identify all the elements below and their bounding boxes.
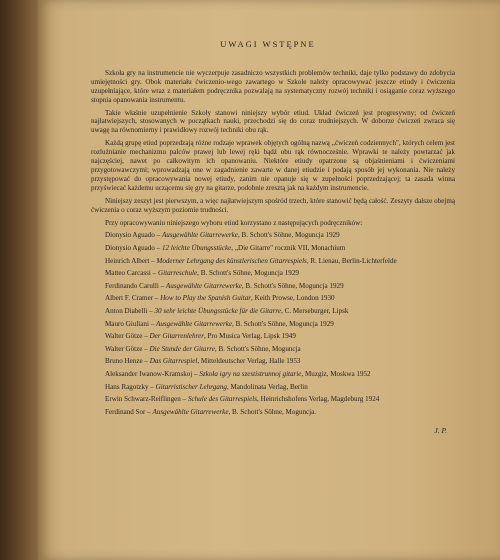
reference-work: 12 leichte Übungsstücke — [161, 244, 232, 252]
reference-details: , Heinrichshofens Verlag, Magdeburg 1924 — [257, 395, 380, 404]
paragraph-5: Przy opracowywaniu niniejszego wyboru etiud korzystano z następujących podręczników: — [105, 218, 363, 227]
reference-author: Dionysio Aguado — [105, 231, 155, 240]
paragraph-1: Szkoła gry na instrumencie nie wyczerpuje zasadniczo wszystkich problemów techniki, daje tylko podstawy do zdobycia umiejętności gry. Obok materiału ćwiczenio-wego zawartego w Szkole należy opracowywać jeszcze etiudy i ćwiczenia uzupełniające, które wraz z materiałem podręcznika pozwalają na systematyczny rozwój techniki i osiąganie coraz wyższego stopnia opanowania instrumentu. — [91, 68, 455, 104]
paragraph-4: Niniejszy zeszyt jest pierwszym, a więc najłatwiejszym spośród trzech, które stanowić będą całość. Zeszyty dalsze obejmą ćwiczenia o coraz wyższym poziomie trudności. — [91, 196, 455, 214]
reference-item: Bruno Henze – Das Gitarrespiel, Mitteldeutscher Verlag, Halle 1953 — [105, 357, 301, 366]
reference-details: , B. Schott's Söhne, Moguncja 1929 — [232, 319, 334, 328]
signature: J. P. — [434, 425, 447, 435]
book-binding-edge — [0, 0, 38, 560]
reference-item: Erwin Schwarz-Reiflingen – Schule des Gitarrespiels, Heinrichshofens Verlag, Magdeburg 1924 — [105, 395, 380, 404]
reference-item: Walter Götze – Der Gitarrenlehrer, Pro Musica Verlag, Lipsk 1949 — [105, 332, 296, 341]
reference-item: Matteo Carcassi – Gitarreschule, B. Schott's Söhne, Moguncja 1929 — [105, 269, 299, 278]
reference-details: , B. Schott's Söhne, Moguncja 1929 — [237, 231, 340, 240]
reference-author: Matteo Carcassi — [105, 269, 151, 278]
reference-author: Walter Götze — [105, 344, 143, 353]
reference-work: Szkoła igry na szestistrunnoj gitarie — [199, 369, 302, 378]
reference-item: Ferdinand Sor – Ausgewählte Gitarrewerke, B. Schott's Söhne, Moguncja. — [105, 407, 317, 416]
reference-work: Ausgewählte Gitarrewerke — [152, 407, 229, 416]
reference-author: Bruno Henze — [105, 357, 143, 366]
reference-details: , B. Schott's Söhne, Moguncja 1929 — [241, 281, 344, 290]
reference-work: 30 sehr leichte Übungsstücke für die Gitarre — [154, 306, 282, 315]
reference-details: , Pro Musica Verlag, Lipsk 1949 — [204, 332, 296, 341]
reference-work: Die Stunde der Gitarre — [149, 344, 215, 353]
reference-details: , Muzgiz, Moskwa 1952 — [301, 369, 371, 378]
reference-author: Ferdinand Sor — [105, 407, 146, 416]
reference-work: How to Play the Spanish Guitar — [160, 294, 252, 303]
reference-details: , C. Merseburger, Lipsk — [281, 306, 349, 315]
reference-item: Ferdinando Carulli – Ausgewählte Gitarrewerke, B. Schott's Söhne, Moguncja 1929 — [105, 281, 344, 290]
reference-author: Mauro Giuliani — [105, 319, 149, 328]
reference-author: Walter Götze — [105, 332, 143, 341]
reference-work: Ausgewählte Gitarrewerke — [161, 231, 238, 240]
reference-work: Schule des Gitarrespiels — [187, 395, 258, 404]
page-content — [91, 40, 455, 436]
reference-details: , Keith Prowse, London 1930 — [251, 294, 335, 303]
paragraph-2: Takie właśnie uzupełnienie Szkoły stanowi niniejszy wybór etiud. Układ ćwiczeń jest progresywny; od ćwiczeń najłatwiejszych, stosowanych w początkach nauki, przechodzi się do coraz trudniejszych. W doborze ćwiczeń zwraca się uwagę na równomierny i prawidłowy rozwój techniki obu rąk. — [91, 108, 455, 135]
reference-work: Das Gitarrespiel — [149, 357, 198, 366]
reference-author: Heinrich Albert — [105, 256, 150, 265]
reference-item: Heinrich Albert – Moderner Lehrgang des künstlerischen Gitarrespiels, R. Lienau, Berlin-Lichterfelde — [105, 256, 397, 265]
reference-item: Hans Ragotzky – Gitarristischer Lehrgang, Mandolinata Verlag, Berlin — [105, 382, 308, 391]
reference-item: Dionysio Aguado – Ausgewählte Gitarrewerke, B. Schott's Söhne, Moguncja 1929 — [105, 231, 340, 240]
reference-details: , R. Lienau, Berlin-Lichterfelde — [306, 256, 397, 265]
reference-author: Hans Ragotzky — [105, 382, 149, 391]
reference-author: Dionysio Aguado — [105, 244, 155, 252]
reference-details: , Mandolinata Verlag, Berlin — [226, 382, 308, 391]
reference-details: , B. Schott's Söhne, Moguncja — [214, 344, 301, 353]
reference-item: Aleksander Iwanow-Kramskoj – Szkoła igry na szestistrunnoj gitarie, Muzgiz, Moskwa 1952 — [105, 369, 371, 378]
reference-item: Dionysio Aguado – 12 leichte Übungsstücke, „Die Gitarre" rocznik VII, Monachium — [105, 244, 346, 252]
reference-details: , „Die Gitarre" rocznik VII, Monachium — [231, 244, 346, 252]
reference-item: Mauro Giuliani – Ausgewählte Gitarrewerke, B. Schott's Söhne, Moguncja 1929 — [105, 319, 334, 328]
reference-list — [91, 231, 455, 416]
reference-item: Walter Götze – Die Stunde der Gitarre, B. Schott's Söhne, Moguncja — [105, 344, 301, 353]
reference-work: Moderner Lehrgang des künstlerischen Gitarrespiels — [156, 256, 307, 265]
reference-author: Erwin Schwarz-Reiflingen — [105, 395, 181, 404]
reference-details: , Mitteldeutscher Verlag, Halle 1953 — [197, 357, 301, 366]
page-title: UWAGI WSTĘPNE — [220, 39, 316, 49]
reference-author: Anton Diabelli — [105, 306, 148, 315]
reference-work: Gitarristischer Lehrgang — [155, 382, 227, 391]
reference-details: , B. Schott's Söhne, Moguncja 1929 — [197, 269, 299, 278]
book-page — [38, 0, 500, 560]
reference-details: , B. Schott's Söhne, Moguncja. — [228, 407, 317, 416]
reference-work: Der Gitarrenlehrer — [149, 332, 204, 341]
reference-author: Albert F. Cramer — [105, 294, 154, 303]
reference-item: Anton Diabelli – 30 sehr leichte Übungsstücke für die Gitarre, C. Merseburger, Lipsk — [105, 306, 349, 315]
reference-work: Ausgewählte Gitarrewerke — [165, 281, 242, 290]
reference-item: Albert F. Cramer – How to Play the Spanish Guitar, Keith Prowse, London 1930 — [105, 294, 335, 303]
reference-work: Ausgewählte Gitarrewerke — [156, 319, 233, 328]
reference-author: Ferdinando Carulli — [105, 281, 159, 290]
reference-author: Aleksander Iwanow-Kramskoj — [105, 369, 193, 378]
paragraph-3: Każdą grupę etiud poprzedzają różne rodzaje wprawek objętych ogólną nazwą „ćwiczeń codziennych", których celem jest rozluźnianie mechanizmu palców prawej lub lewej ręki bądź obu rąk równocześnie. Wprawki te należy powtarzać jak najczęściej, nawet po całkowitym ich opanowaniu. Niektóre etiudy opatrzone są objaśnieniami i ćwiczeniami przygotowawczymi; wprowadzają one w zagadnienie zawarte w danej etiudzie i podają sposób jej wykonania. Nie należy przystępować do opracowywania nowej etiudy, zanim nie opanuje się w zupełności poprzedzającej; ta zasada winna przyświecać każdemu uczącemu się gry na gitarze, podobnie zresztą jak na każdym instrumencie. — [91, 139, 455, 192]
reference-work: Gitarreschule — [158, 269, 198, 278]
